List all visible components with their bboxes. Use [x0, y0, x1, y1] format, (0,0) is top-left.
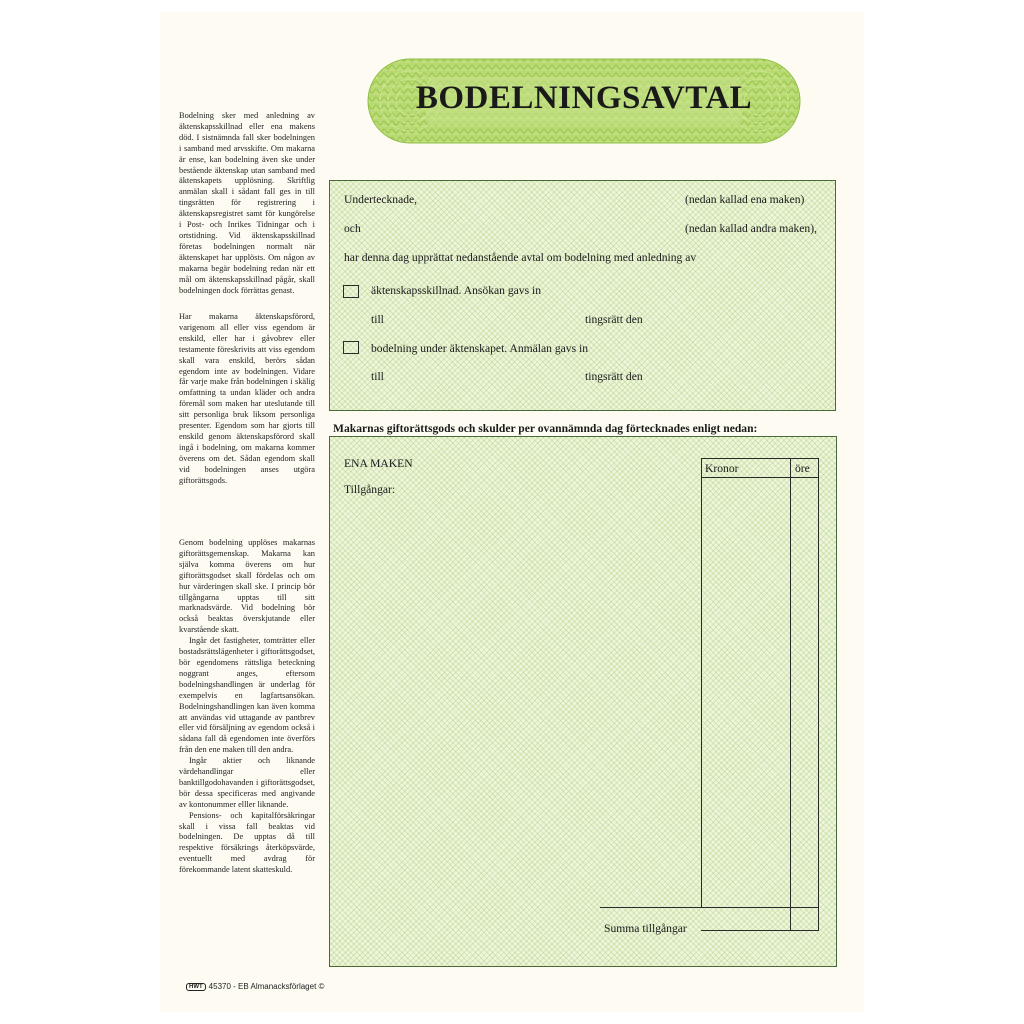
summa-bottom-rule	[701, 930, 818, 931]
info-paragraph: Ingår det fastigheter, tomträtter eller bostadsrättslägenheter i giftorättsgodset, bör egendomens rättsliga beteckning noggrant anges, eftersom bodelningshandlingen är underlag för exempelvis en lagfartsansökan. Bodelningshandlingen kan även komma att användas vid uttagande av pantbrev eller vid försäljning av egendom också i sådana fall då egendomen inte överförs från den ene maken till den andra.	[179, 636, 315, 755]
document-title: BODELNINGSAVTAL	[415, 80, 753, 116]
info-paragraph: Genom bodelning upplöses makarnas giftorättsgemenskap. Makarna kan själva komma överens om hur giftorättsgodset skall fördelas och om hur värderingen skall ske. I princip bör tillgångarna upptas till sitt marknadsvärde. Vid bodelning bör också beaktas överskjutande eller kvarstående skatt.	[179, 538, 315, 635]
info-paragraph: Har makarna äktenskapsförord, varigenom all eller viss egendom är enskild, eller har i gåvobrev eller testamente föreskrivits att viss egendom skall vara enskild, berörs sådan egendom inte av bodelningen. Vidare får varje make från bodelningen i skälig omfattning ta undan kläder och andra föremål som maken har uteslutande till sitt personliga bruk liksom personliga presenter. Egendom som har gjorts till enskild genom äktenskapsförord skall ingå i bodelning, om makarna kommer överens om det. Sådan egendom skall vid bodelningen anses utgöra giftorättsgods.	[179, 312, 315, 485]
till-label: till	[371, 370, 384, 383]
assets-box	[329, 436, 837, 967]
info-text-block-2	[179, 312, 315, 487]
column-header-top-rule	[701, 458, 818, 459]
section-heading: Makarnas giftorättsgods och skulder per ovannämnda dag förtecknades enligt nedan:	[333, 422, 758, 435]
info-paragraph: Pensions- och kapitalförsäkringar skall i vissa fall beaktas vid bodelningen. De upptas då till respektive försäkrings återköpsvärde, eventuellt med avdrag för förekommande latent skatteskuld.	[179, 810, 315, 875]
info-paragraph: Bodelning sker med anledning av äktenskapsskillnad eller ena makens död. I sistnämnda fall sker bodelningen i samband med arvsskifte. Om makarna är ense, kan bodelning även ske under bestående äktenskap utan samband med äktenskapets upplösning. Skriftlig anmälan skall i sådant fall ges in till tingsrätten för registrering i äktenskapsregistret samt för kungörelse i Post- och Inrikes Tidningar och i ortstidning. Vid äktenskapsskillnad företas bodelningen normalt när äktenskapet har upplösts. Om någon av makarna begär bodelning redan när ett mål om äktenskapsskillnad pågår, skall bodelningen dock förrättas genast.	[179, 111, 315, 295]
kronor-left-rule	[701, 458, 702, 908]
publisher-logo: HWT	[186, 983, 206, 991]
tingsratt-label: tingsrätt den	[585, 313, 643, 326]
undertecknade-label: Undertecknade,	[344, 193, 418, 206]
tingsratt-label: tingsrätt den	[585, 370, 643, 383]
summa-tillgangar-label: Summa tillgångar	[604, 922, 687, 935]
ena-maken-note: (nedan kallad ena maken)	[685, 193, 805, 206]
info-paragraph: Ingår aktier och liknande värdehandlingar eller banktillgodohavanden i giftorättsgodset, bör dessa specificeras med angivande av kontonummer elller liknande.	[179, 756, 315, 809]
footer-text: 45370 - EB Almanacksförlaget ©	[208, 982, 325, 991]
option-aktenskapsskillnad-label: äktenskapsskillnad. Ansökan gavs in	[371, 284, 542, 297]
intro-text: har denna dag upprättat nedanstående avtal om bodelning med anledning av	[344, 251, 697, 264]
info-text-block-3	[179, 538, 315, 876]
kronor-column-header: Kronor	[705, 462, 739, 475]
ore-left-rule	[790, 458, 791, 931]
ore-right-rule	[818, 458, 819, 931]
summa-rule	[600, 907, 818, 908]
column-header-bottom-rule	[701, 477, 818, 478]
tillgangar-label: Tillgångar:	[344, 483, 396, 496]
option-bodelning-label: bodelning under äktenskapet. Anmälan gavs in	[371, 342, 589, 355]
ena-maken-heading: ENA MAKEN	[344, 457, 413, 470]
publisher-footer	[186, 982, 324, 991]
checkbox-bodelning-under-aktenskapet[interactable]	[343, 341, 359, 354]
och-label: och	[344, 222, 361, 235]
andra-maken-note: (nedan kallad andra maken),	[685, 222, 817, 235]
info-text-block-1	[179, 111, 315, 296]
checkbox-aktenskapsskillnad[interactable]	[343, 285, 359, 298]
till-label: till	[371, 313, 384, 326]
ore-column-header: öre	[795, 462, 810, 475]
